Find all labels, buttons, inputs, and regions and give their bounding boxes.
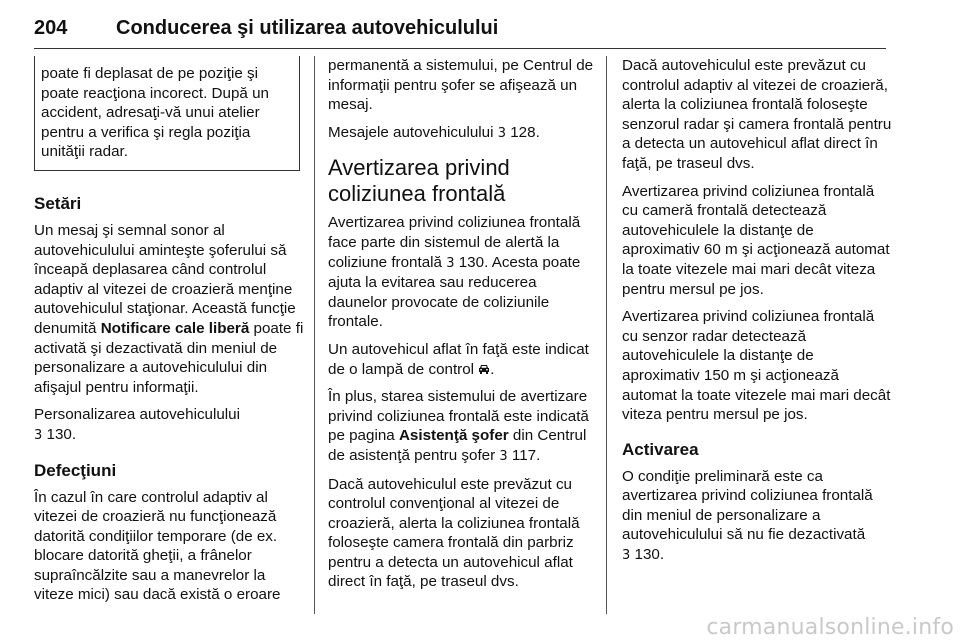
paragraph: Dacă autovehiculul este prevăzut cu controlul adaptiv al vitezei de croazieră, alerta la coliziunea frontală foloseşte senzorul radar şi camera frontală pentru a detecta un autovehicul aflat direct în faţă, pe traseul dvs. bbox=[622, 57, 892, 172]
paragraph bbox=[622, 467, 892, 566]
paragraph bbox=[34, 405, 304, 445]
ref-arrow-icon: 3 bbox=[497, 125, 506, 141]
text: poate fi activată şi dezactivată din meniul de personalizare a autovehiculului din afişajul pentru informaţii. bbox=[34, 319, 304, 396]
paragraph: În cazul în care controlul adaptiv al vitezei de croazieră nu funcţionează datorită condiţiilor temporare (de ex. blocare datorită gheţii, a frânelor supraîncălzite sau a manevrelor la viteze mici) sau dacă există o eroare bbox=[34, 488, 281, 604]
text: din Centrul de asistenţă pentru şofer bbox=[328, 427, 587, 464]
header-divider bbox=[34, 48, 886, 49]
text: Un mesaj şi semnal sonor al autovehiculului aminteşte şoferului să înceapă deplasarea când controlul adaptiv al vitezei de croazieră menţine autovehiculul staţionar. Această funcţie denumită bbox=[34, 221, 296, 337]
paragraph bbox=[328, 387, 596, 466]
column-2 bbox=[328, 56, 596, 600]
text: O condiţie preliminară este ca avertizarea privind coliziunea frontală din meniul de personalizare a autovehiculului să nu fie dezactivată bbox=[622, 467, 873, 544]
column-divider-2 bbox=[606, 56, 607, 614]
ref-arrow-icon: 3 bbox=[34, 427, 43, 443]
ref-arrow-icon: 3 bbox=[499, 448, 508, 464]
bold-term: Notificare cale liberă bbox=[100, 319, 250, 337]
text: În plus, starea sistemului de avertizare privind coliziunea frontală este indicată pe pagina bbox=[328, 388, 589, 445]
text: Un autovehicul aflat în faţă este indicat de o lampă de control bbox=[328, 340, 589, 378]
page-ref[interactable]: 130. bbox=[458, 253, 489, 271]
page-ref[interactable]: 130. bbox=[634, 546, 665, 564]
column-divider-1 bbox=[314, 56, 315, 614]
page-ref[interactable]: 130. bbox=[46, 425, 77, 443]
text: Personalizarea autovehiculului bbox=[34, 406, 241, 424]
heading-setari: Setări bbox=[34, 193, 82, 213]
watermark: carmanualsonline.info bbox=[706, 615, 954, 640]
paragraph: Dacă autovehiculul este prevăzut cu controlul convenţional al vitezei de croazieră, alerta la coliziunea frontală foloseşte camera frontală din parbriz pentru a detecta un autovehicul aflat direct în faţă, pe traseul dvs. bbox=[328, 475, 580, 591]
paragraph bbox=[34, 221, 304, 397]
note-box bbox=[34, 56, 300, 171]
page-ref[interactable]: 117. bbox=[511, 446, 541, 464]
text: Acesta poate ajuta la evitarea sau reducerea daunelor provocate de coliziunile frontale. bbox=[328, 253, 581, 331]
bold-term: Asistenţă şofer bbox=[398, 427, 509, 445]
car-front-icon bbox=[478, 364, 490, 375]
paragraph bbox=[328, 213, 596, 332]
paragraph: Avertizarea privind coliziunea frontală cu cameră frontală detectează autovehiculele la distanţe de aproximativ 60 m şi acţionează automat la toate vitezele mai mari decât viteza pentru mersul pe jos. bbox=[622, 182, 890, 298]
paragraph bbox=[328, 340, 596, 379]
note-text: poate fi deplasat de pe poziţie şi poate reacţiona incorect. După un accident, adresaţi-vă unui atelier pentru a verifica şi regla poziţia unităţii radar. bbox=[41, 65, 269, 161]
section-title: Avertizarea privind coliziunea frontală bbox=[328, 155, 510, 207]
column-3 bbox=[622, 56, 892, 574]
paragraph bbox=[328, 123, 596, 144]
heading-defectiuni: Defecţiuni bbox=[34, 460, 117, 480]
paragraph: Avertizarea privind coliziunea frontală cu senzor radar detectează autovehiculele la distanţe de aproximativ 150 m şi acţionează automat la toate vitezele mai mari decât viteza pentru mersul pe jos. bbox=[622, 308, 891, 424]
text: Mesajele autovehiculului bbox=[328, 123, 494, 141]
ref-arrow-icon: 3 bbox=[622, 548, 631, 564]
heading-activarea: Activarea bbox=[622, 439, 699, 459]
column-1 bbox=[34, 56, 304, 613]
page-number: 204 bbox=[34, 17, 68, 39]
paragraph: permanentă a sistemului, pe Centrul de informaţii pentru şofer se afişează un mesaj. bbox=[328, 57, 594, 114]
page-title: Conducerea şi utilizarea autovehiculului bbox=[116, 17, 499, 39]
page-ref[interactable]: 128. bbox=[510, 123, 540, 141]
ref-arrow-icon: 3 bbox=[446, 255, 455, 271]
text: Avertizarea privind coliziunea frontală face parte din sistemul de alertă la coliziune frontală bbox=[328, 214, 581, 271]
page-header bbox=[34, 8, 924, 48]
text: . bbox=[490, 360, 495, 378]
